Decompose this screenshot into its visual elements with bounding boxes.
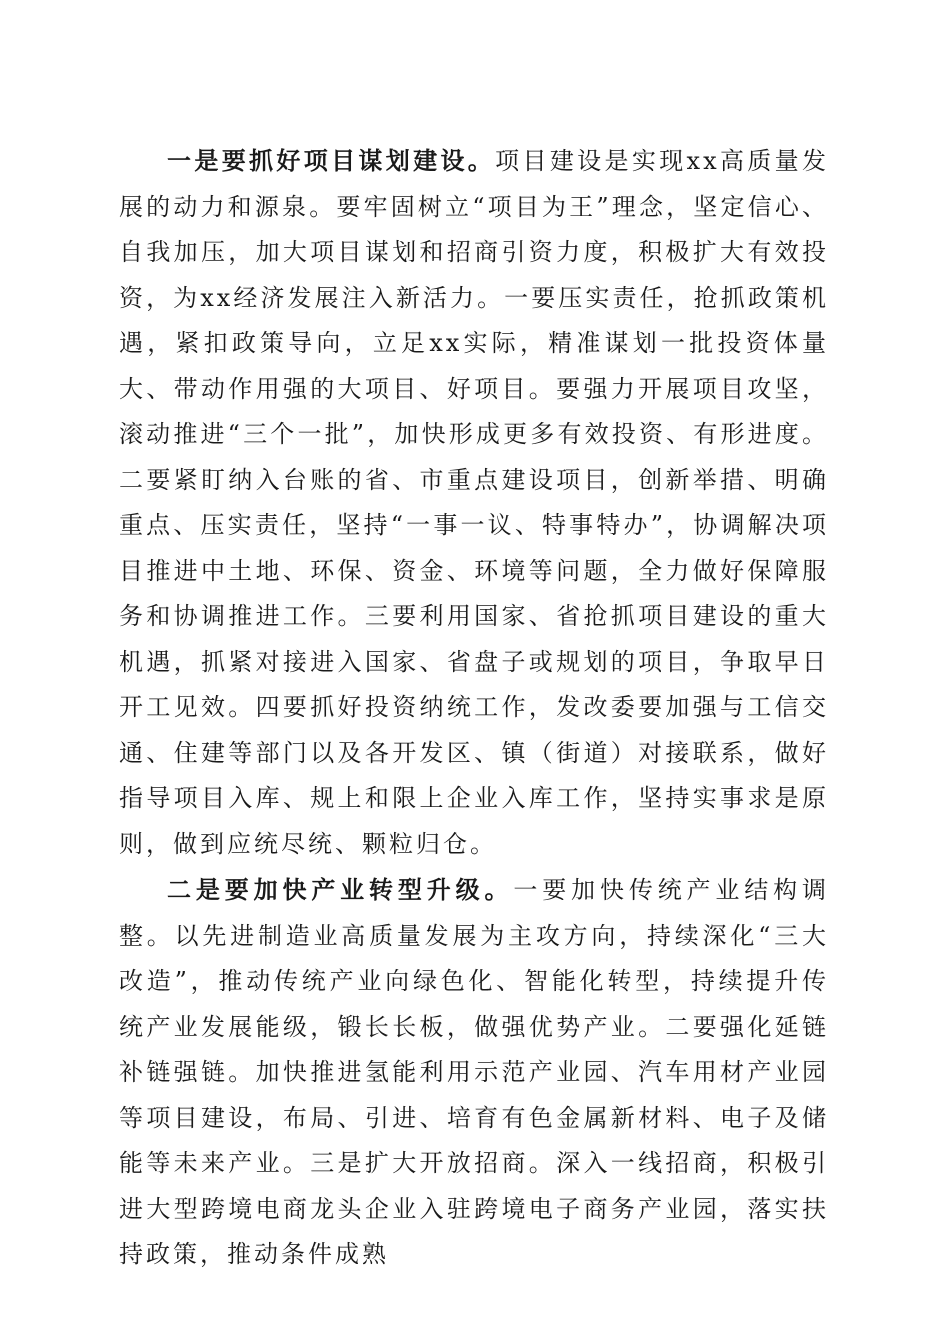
document-body xyxy=(119,138,829,1278)
paragraph-heading: 二是要加快产业转型升级。 xyxy=(167,875,514,904)
paragraph-heading: 一是要抓好项目谋划建设。 xyxy=(167,146,496,175)
paragraph-text: 一要加快传统产业结构调整。以先进制造业高质量发展为主攻方向，持续深化“三大改造”，推动传统产业向绿色化、智能化转型，持续提升传统产业发展能级，锻长长板，做强优势产业。二要强化延链补链强链。加快推进氢能利用示范产业园、汽车用材产业园等项目建设，布局、引进、培育有色金属新材料、电子及储能等未来产业。三是扩大开放招商。深入一线招商，积极引进大型跨境电商龙头企业入驻跨境电子商务产业园，落实扶持政策，推动条件成熟 xyxy=(119,876,830,1268)
paragraph-industry-upgrade xyxy=(119,867,829,1278)
paragraph-project-planning xyxy=(119,138,829,867)
paragraph-text: 项目建设是实现xx高质量发展的动力和源泉。要牢固树立“项目为王”理念，坚定信心、自我加压，加大项目谋划和招商引资力度，积极扩大有效投资，为xx经济发展注入新活力。一要压实责任，抢抓政策机遇，紧扣政策导向，立足xx实际，精准谋划一批投资体量大、带动作用强的大项目、好项目。要强力开展项目攻坚，滚动推进“三个一批”，加快形成更多有效投资、有形进度。二要紧盯纳入台账的省、市重点建设项目，创新举措、明确重点、压实责任，坚持“一事一议、特事特办”，协调解决项目推进中土地、环保、资金、环境等问题，全力做好保障服务和协调推进工作。三要利用国家、省抢抓项目建设的重大机遇，抓紧对接进入国家、省盘子或规划的项目，争取早日开工见效。四要抓好投资纳统工作，发改委要加强与工信交通、住建等部门以及各开发区、镇（街道）对接联系，做好指导项目入库、规上和限上企业入库工作，坚持实事求是原则，做到应统尽统、颗粒归仓。 xyxy=(119,147,829,858)
